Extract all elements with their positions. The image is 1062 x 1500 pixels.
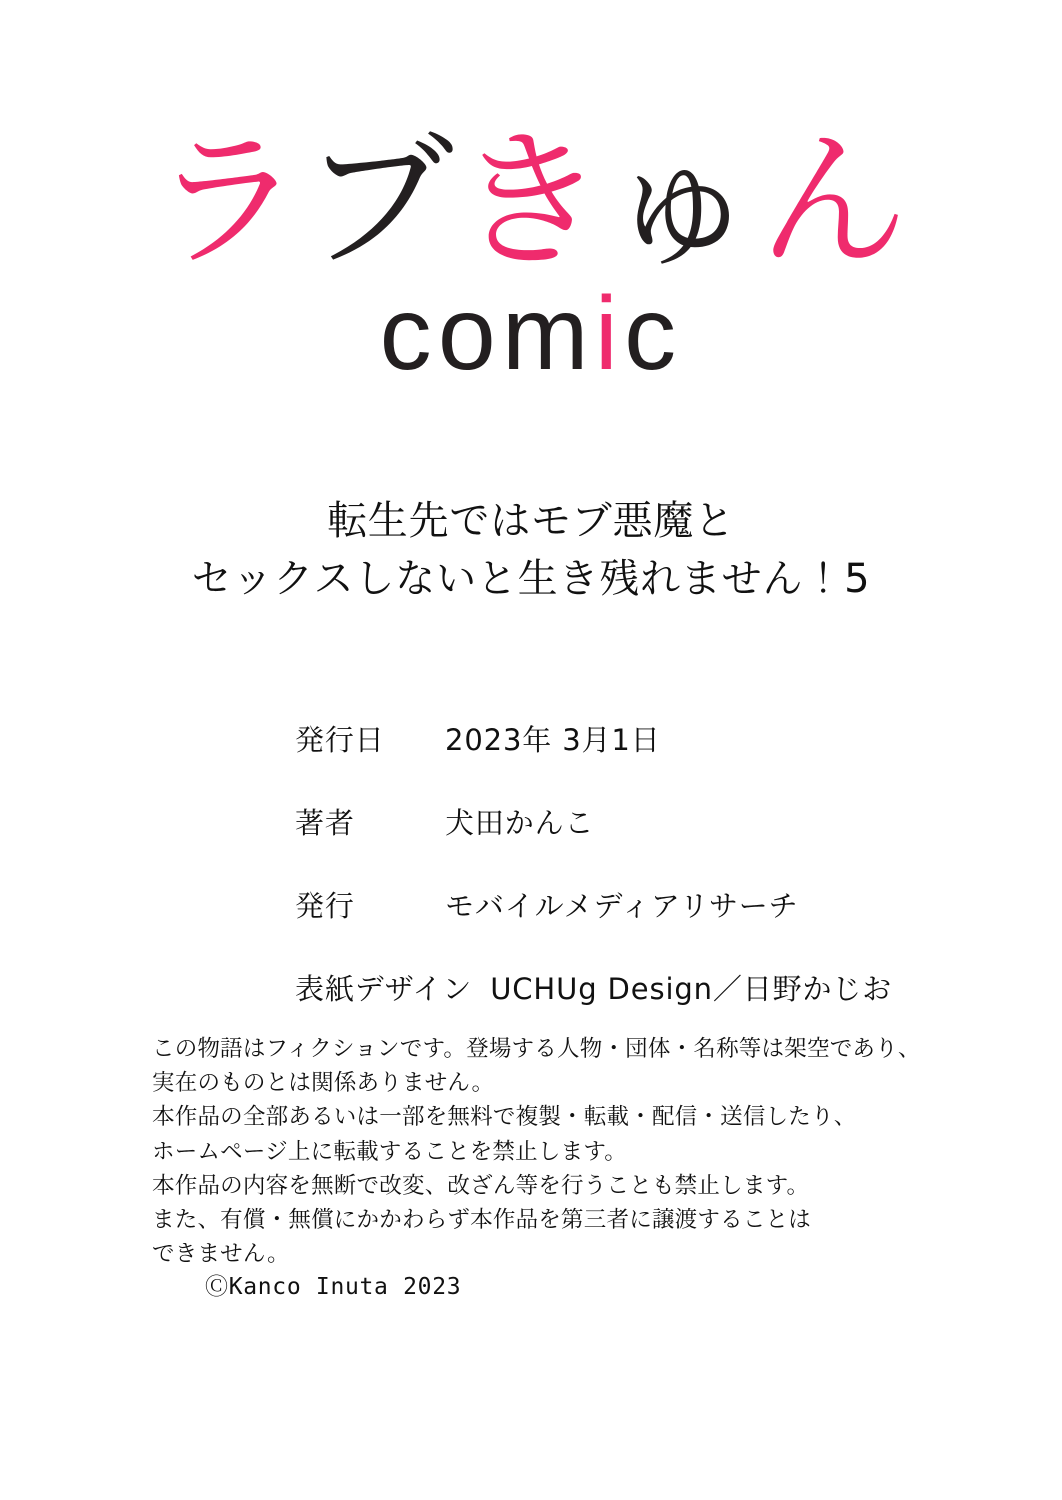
colophon-value-publication-date: 2023年 3月1日 xyxy=(445,723,661,757)
brand-kana-n: ん xyxy=(758,115,910,289)
brand-logo-kana xyxy=(0,115,1062,289)
colophon-label-publication-date: 発行日 xyxy=(295,723,385,757)
brand-kana-kyu: き xyxy=(455,115,607,289)
legal-notice-line-6: また、有償・無償にかかわらず本作品を第三者に譲渡することは xyxy=(152,1206,812,1233)
brand-comic-c1: c xyxy=(379,276,438,392)
copyright-line: ⒸKanco Inuta 2023 xyxy=(205,1274,462,1300)
brand-comic-o: o xyxy=(437,276,502,392)
colophon-value-publisher: モバイルメディアリサーチ xyxy=(445,889,799,923)
colophon-row-publisher xyxy=(295,884,995,925)
legal-notice xyxy=(152,1032,972,1271)
legal-notice-line-7: できません。 xyxy=(152,1241,290,1268)
colophon-details xyxy=(295,718,995,1050)
page-title xyxy=(0,492,1062,608)
brand-logo-comic xyxy=(0,276,1062,392)
brand-comic-c2: c xyxy=(624,276,683,392)
legal-notice-line-3: 本作品の全部あるいは一部を無料で複製・転載・配信・送信したり、 xyxy=(152,1104,857,1131)
brand-comic-m: m xyxy=(501,276,595,392)
legal-notice-line-1: この物語はフィクションです。登場する人物・団体・名称等は架空であり、 xyxy=(152,1036,921,1062)
colophon-label-cover-design: 表紙デザイン xyxy=(295,972,473,1006)
page-title-line-1: 転生先ではモブ悪魔と xyxy=(327,498,735,544)
colophon-row-publication-date xyxy=(295,718,995,759)
colophon-row-cover-design xyxy=(295,967,995,1008)
legal-notice-line-5: 本作品の内容を無断で改変、改ざん等を行うことも禁止します。 xyxy=(152,1172,810,1199)
colophon-row-author xyxy=(295,801,995,842)
colophon-label-publisher: 発行 xyxy=(295,889,355,923)
colophon-label-author: 著者 xyxy=(295,806,355,840)
legal-notice-line-4: ホームページ上に転載することを禁止します。 xyxy=(152,1138,627,1165)
brand-kana-ra: ラ xyxy=(152,115,304,289)
brand-kana-yu: ゅ xyxy=(606,115,759,289)
page-title-line-2: セックスしないと生き残れません！5 xyxy=(191,556,871,602)
colophon-value-author: 犬田かんこ xyxy=(445,806,595,840)
colophon-value-cover-design: UCHUg Design／日野かじお xyxy=(490,972,893,1006)
legal-notice-line-2: 実在のものとは関係ありません。 xyxy=(152,1070,495,1097)
brand-kana-bu: ブ xyxy=(303,115,456,289)
brand-logo xyxy=(0,115,1062,392)
brand-comic-i: i xyxy=(594,276,625,392)
